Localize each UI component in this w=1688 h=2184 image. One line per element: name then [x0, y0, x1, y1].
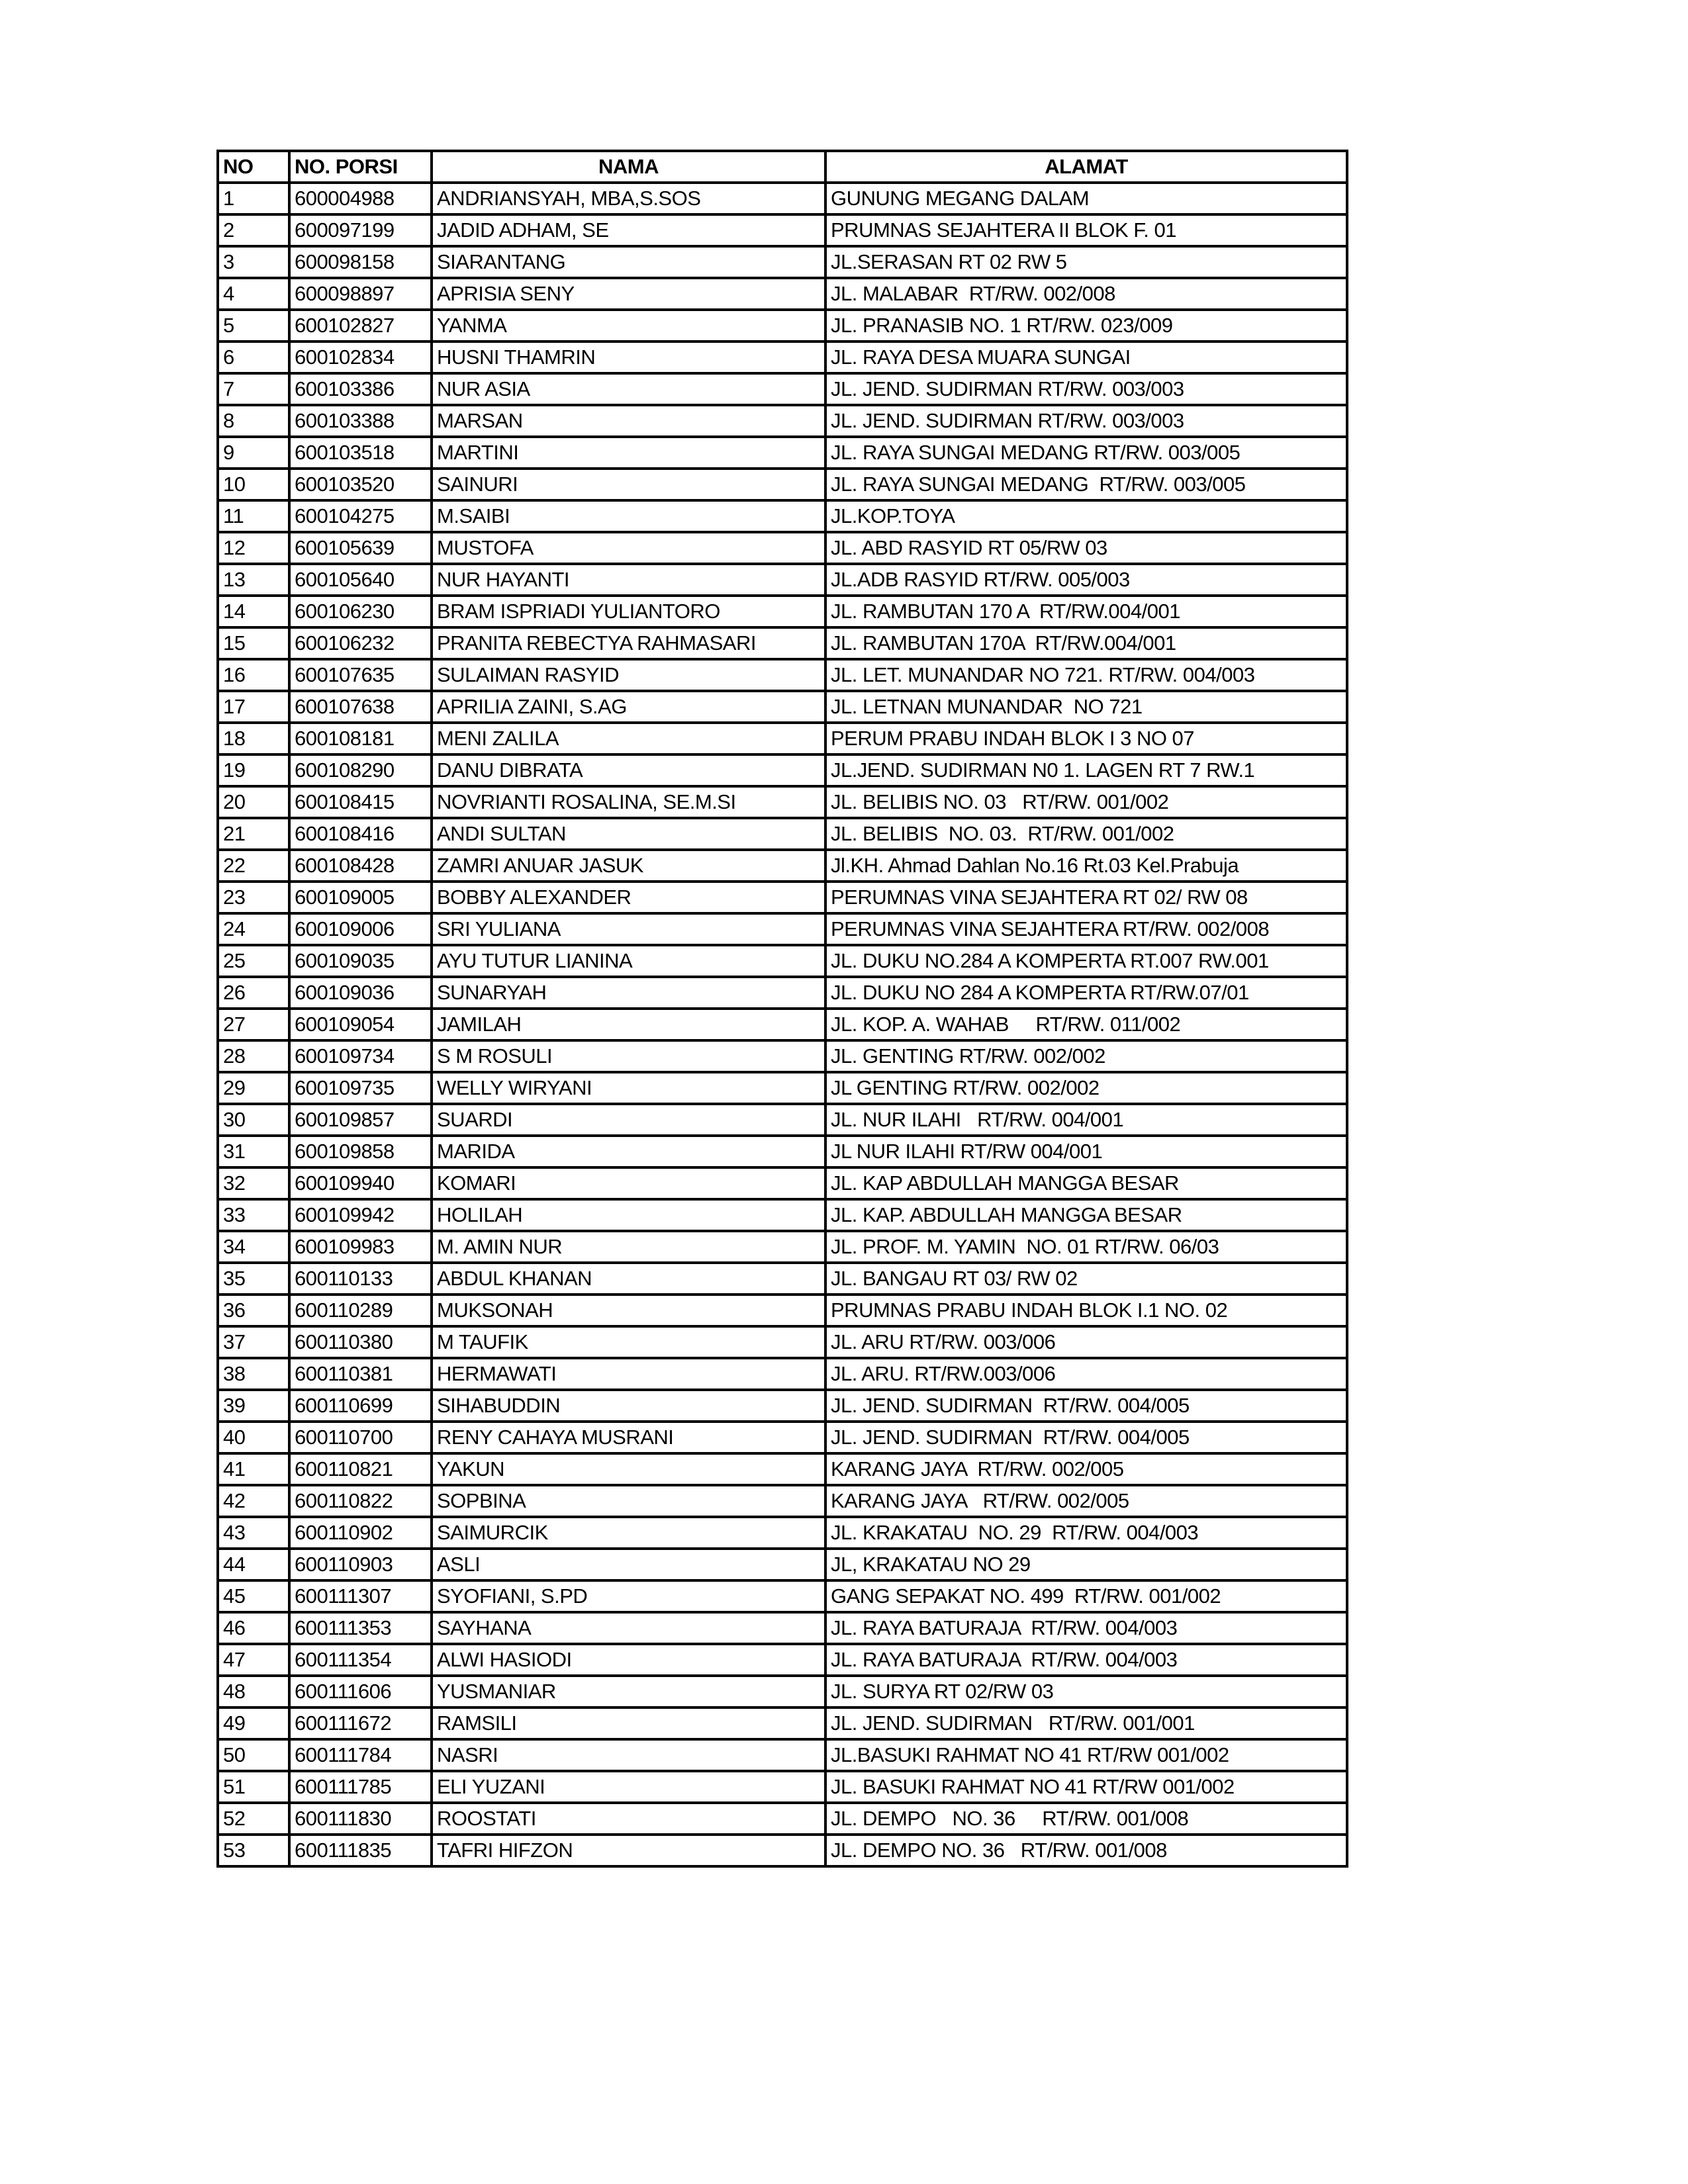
cell-no-porsi: 600106232 — [289, 627, 432, 659]
cell-no: 50 — [218, 1739, 289, 1771]
cell-no-porsi: 600110700 — [289, 1422, 432, 1453]
cell-no: 27 — [218, 1009, 289, 1040]
header-nama: NAMA — [432, 151, 825, 183]
cell-no-porsi: 600109942 — [289, 1199, 432, 1231]
cell-no-porsi: 600110902 — [289, 1517, 432, 1549]
cell-no: 14 — [218, 596, 289, 627]
cell-no-porsi: 600104275 — [289, 500, 432, 532]
cell-nama: DANU DIBRATA — [432, 754, 825, 786]
cell-no: 42 — [218, 1485, 289, 1517]
cell-no: 45 — [218, 1580, 289, 1612]
cell-no-porsi: 600103520 — [289, 469, 432, 500]
table-row — [218, 278, 1347, 310]
header-alamat: ALAMAT — [825, 151, 1347, 183]
cell-no-porsi: 600108416 — [289, 818, 432, 850]
cell-nama: MARTINI — [432, 437, 825, 469]
cell-nama: SOPBINA — [432, 1485, 825, 1517]
cell-nama: SUNARYAH — [432, 977, 825, 1009]
cell-no: 33 — [218, 1199, 289, 1231]
cell-alamat: JL. DEMPO NO. 36 RT/RW. 001/008 — [825, 1803, 1347, 1835]
cell-nama: JAMILAH — [432, 1009, 825, 1040]
cell-no-porsi: 600110821 — [289, 1453, 432, 1485]
header-no-porsi: NO. PORSI — [289, 151, 432, 183]
table-row — [218, 945, 1347, 977]
cell-nama: SIHABUDDIN — [432, 1390, 825, 1422]
cell-alamat: JL. KRAKATAU NO. 29 RT/RW. 004/003 — [825, 1517, 1347, 1549]
cell-nama: SAINURI — [432, 469, 825, 500]
cell-alamat: JL NUR ILAHI RT/RW 004/001 — [825, 1136, 1347, 1167]
cell-alamat: PERUMNAS VINA SEJAHTERA RT 02/ RW 08 — [825, 882, 1347, 913]
table-row — [218, 564, 1347, 596]
cell-no-porsi: 600109983 — [289, 1231, 432, 1263]
table-body — [218, 183, 1347, 1866]
cell-no-porsi: 600108415 — [289, 786, 432, 818]
cell-nama: HUSNI THAMRIN — [432, 341, 825, 373]
cell-no-porsi: 600111606 — [289, 1676, 432, 1707]
cell-alamat: JL. RAYA SUNGAI MEDANG RT/RW. 003/005 — [825, 437, 1347, 469]
cell-no: 18 — [218, 723, 289, 754]
cell-nama: SIARANTANG — [432, 246, 825, 278]
cell-no: 22 — [218, 850, 289, 882]
table-row — [218, 818, 1347, 850]
cell-no: 29 — [218, 1072, 289, 1104]
cell-no: 48 — [218, 1676, 289, 1707]
cell-no-porsi: 600110822 — [289, 1485, 432, 1517]
cell-no-porsi: 600098897 — [289, 278, 432, 310]
cell-alamat: JL. BELIBIS NO. 03. RT/RW. 001/002 — [825, 818, 1347, 850]
cell-no-porsi: 600110903 — [289, 1549, 432, 1580]
table-row — [218, 596, 1347, 627]
table-row — [218, 882, 1347, 913]
cell-alamat: KARANG JAYA RT/RW. 002/005 — [825, 1485, 1347, 1517]
pilgrim-list-table — [216, 150, 1348, 1868]
cell-nama: SAIMURCIK — [432, 1517, 825, 1549]
cell-alamat: JL. RAMBUTAN 170A RT/RW.004/001 — [825, 627, 1347, 659]
cell-no: 17 — [218, 691, 289, 723]
cell-no-porsi: 600111785 — [289, 1771, 432, 1803]
table-row — [218, 1485, 1347, 1517]
cell-nama: SRI YULIANA — [432, 913, 825, 945]
cell-alamat: PRUMNAS PRABU INDAH BLOK I.1 NO. 02 — [825, 1295, 1347, 1326]
cell-alamat: JL. RAYA BATURAJA RT/RW. 004/003 — [825, 1644, 1347, 1676]
cell-no: 30 — [218, 1104, 289, 1136]
cell-nama: NUR HAYANTI — [432, 564, 825, 596]
table-row — [218, 1009, 1347, 1040]
cell-alamat: JL.BASUKI RAHMAT NO 41 RT/RW 001/002 — [825, 1739, 1347, 1771]
cell-no: 46 — [218, 1612, 289, 1644]
cell-no-porsi: 600105639 — [289, 532, 432, 564]
cell-nama: NOVRIANTI ROSALINA, SE.M.SI — [432, 786, 825, 818]
table-row — [218, 469, 1347, 500]
table-row — [218, 1231, 1347, 1263]
cell-alamat: JL. DUKU NO.284 A KOMPERTA RT.007 RW.001 — [825, 945, 1347, 977]
table-row — [218, 532, 1347, 564]
cell-no: 31 — [218, 1136, 289, 1167]
cell-no: 16 — [218, 659, 289, 691]
table-row — [218, 437, 1347, 469]
table-row — [218, 659, 1347, 691]
table-row — [218, 1326, 1347, 1358]
cell-alamat: JL. NUR ILAHI RT/RW. 004/001 — [825, 1104, 1347, 1136]
cell-nama: AYU TUTUR LIANINA — [432, 945, 825, 977]
cell-no: 47 — [218, 1644, 289, 1676]
cell-no-porsi: 600103388 — [289, 405, 432, 437]
cell-nama: BOBBY ALEXANDER — [432, 882, 825, 913]
cell-no-porsi: 600107635 — [289, 659, 432, 691]
cell-alamat: GUNUNG MEGANG DALAM — [825, 183, 1347, 214]
cell-nama: NASRI — [432, 1739, 825, 1771]
cell-no-porsi: 600102834 — [289, 341, 432, 373]
cell-no: 28 — [218, 1040, 289, 1072]
cell-nama: ROOSTATI — [432, 1803, 825, 1835]
cell-alamat: JL. KOP. A. WAHAB RT/RW. 011/002 — [825, 1009, 1347, 1040]
cell-no: 25 — [218, 945, 289, 977]
cell-alamat: JL. GENTING RT/RW. 002/002 — [825, 1040, 1347, 1072]
cell-alamat: JL. RAYA BATURAJA RT/RW. 004/003 — [825, 1612, 1347, 1644]
cell-nama: YUSMANIAR — [432, 1676, 825, 1707]
cell-no: 35 — [218, 1263, 289, 1295]
cell-no: 34 — [218, 1231, 289, 1263]
cell-nama: PRANITA REBECTYA RAHMASARI — [432, 627, 825, 659]
cell-alamat: JL. RAYA DESA MUARA SUNGAI — [825, 341, 1347, 373]
cell-alamat: JL.SERASAN RT 02 RW 5 — [825, 246, 1347, 278]
table-row — [218, 246, 1347, 278]
cell-no: 21 — [218, 818, 289, 850]
cell-nama: SUARDI — [432, 1104, 825, 1136]
cell-alamat: JL. DUKU NO 284 A KOMPERTA RT/RW.07/01 — [825, 977, 1347, 1009]
cell-nama: ABDUL KHANAN — [432, 1263, 825, 1295]
cell-alamat: Jl.KH. Ahmad Dahlan No.16 Rt.03 Kel.Prabuja — [825, 850, 1347, 882]
cell-no: 52 — [218, 1803, 289, 1835]
cell-no-porsi: 600111307 — [289, 1580, 432, 1612]
cell-no: 37 — [218, 1326, 289, 1358]
cell-alamat: GANG SEPAKAT NO. 499 RT/RW. 001/002 — [825, 1580, 1347, 1612]
table-row — [218, 1358, 1347, 1390]
cell-no: 53 — [218, 1835, 289, 1866]
table-row — [218, 341, 1347, 373]
table-row — [218, 1739, 1347, 1771]
cell-alamat: JL.JEND. SUDIRMAN N0 1. LAGEN RT 7 RW.1 — [825, 754, 1347, 786]
cell-no-porsi: 600109858 — [289, 1136, 432, 1167]
cell-nama: ALWI HASIODI — [432, 1644, 825, 1676]
cell-no: 8 — [218, 405, 289, 437]
cell-alamat: JL. RAMBUTAN 170 A RT/RW.004/001 — [825, 596, 1347, 627]
cell-no: 32 — [218, 1167, 289, 1199]
cell-alamat: JL. ABD RASYID RT 05/RW 03 — [825, 532, 1347, 564]
cell-no-porsi: 600109734 — [289, 1040, 432, 1072]
cell-nama: MUKSONAH — [432, 1295, 825, 1326]
cell-nama: S M ROSULI — [432, 1040, 825, 1072]
table-row — [218, 977, 1347, 1009]
table-row — [218, 373, 1347, 405]
cell-alamat: JL. PROF. M. YAMIN NO. 01 RT/RW. 06/03 — [825, 1231, 1347, 1263]
cell-no: 6 — [218, 341, 289, 373]
cell-no: 51 — [218, 1771, 289, 1803]
cell-alamat: PRUMNAS SEJAHTERA II BLOK F. 01 — [825, 214, 1347, 246]
cell-alamat: JL.ADB RASYID RT/RW. 005/003 — [825, 564, 1347, 596]
cell-no-porsi: 600111672 — [289, 1707, 432, 1739]
table-row — [218, 405, 1347, 437]
table-row — [218, 1390, 1347, 1422]
cell-no: 15 — [218, 627, 289, 659]
cell-no: 38 — [218, 1358, 289, 1390]
cell-nama: SULAIMAN RASYID — [432, 659, 825, 691]
cell-nama: APRISIA SENY — [432, 278, 825, 310]
cell-no: 13 — [218, 564, 289, 596]
cell-no: 23 — [218, 882, 289, 913]
cell-alamat: PERUMNAS VINA SEJAHTERA RT/RW. 002/008 — [825, 913, 1347, 945]
cell-alamat: JL. PRANASIB NO. 1 RT/RW. 023/009 — [825, 310, 1347, 341]
cell-alamat: JL. JEND. SUDIRMAN RT/RW. 004/005 — [825, 1390, 1347, 1422]
cell-nama: KOMARI — [432, 1167, 825, 1199]
table-row — [218, 1136, 1347, 1167]
cell-no-porsi: 600108181 — [289, 723, 432, 754]
cell-alamat: JL. BELIBIS NO. 03 RT/RW. 001/002 — [825, 786, 1347, 818]
cell-nama: APRILIA ZAINI, S.AG — [432, 691, 825, 723]
cell-nama: RENY CAHAYA MUSRANI — [432, 1422, 825, 1453]
cell-no-porsi: 600111835 — [289, 1835, 432, 1866]
cell-alamat: JL. JEND. SUDIRMAN RT/RW. 003/003 — [825, 373, 1347, 405]
cell-alamat: JL. DEMPO NO. 36 RT/RW. 001/008 — [825, 1835, 1347, 1866]
cell-no-porsi: 600106230 — [289, 596, 432, 627]
cell-alamat: JL. MALABAR RT/RW. 002/008 — [825, 278, 1347, 310]
cell-no: 1 — [218, 183, 289, 214]
cell-no-porsi: 600110380 — [289, 1326, 432, 1358]
table-row — [218, 1072, 1347, 1104]
cell-nama: HOLILAH — [432, 1199, 825, 1231]
cell-nama: RAMSILI — [432, 1707, 825, 1739]
cell-no-porsi: 600110289 — [289, 1295, 432, 1326]
table-row — [218, 1803, 1347, 1835]
cell-no-porsi: 600109035 — [289, 945, 432, 977]
cell-alamat: JL. JEND. SUDIRMAN RT/RW. 003/003 — [825, 405, 1347, 437]
cell-nama: NUR ASIA — [432, 373, 825, 405]
header-no: NO — [218, 151, 289, 183]
cell-no-porsi: 600109735 — [289, 1072, 432, 1104]
cell-nama: JADID ADHAM, SE — [432, 214, 825, 246]
cell-no-porsi: 600103518 — [289, 437, 432, 469]
cell-no-porsi: 600098158 — [289, 246, 432, 278]
cell-nama: HERMAWATI — [432, 1358, 825, 1390]
cell-no: 7 — [218, 373, 289, 405]
cell-nama: MUSTOFA — [432, 532, 825, 564]
cell-nama: MARSAN — [432, 405, 825, 437]
table-row — [218, 214, 1347, 246]
table-row — [218, 627, 1347, 659]
cell-no: 11 — [218, 500, 289, 532]
table-row — [218, 691, 1347, 723]
cell-no-porsi: 600108290 — [289, 754, 432, 786]
cell-alamat: JL. BANGAU RT 03/ RW 02 — [825, 1263, 1347, 1295]
cell-no: 36 — [218, 1295, 289, 1326]
cell-no: 12 — [218, 532, 289, 564]
cell-alamat: KARANG JAYA RT/RW. 002/005 — [825, 1453, 1347, 1485]
table-row — [218, 1580, 1347, 1612]
cell-no-porsi: 600111354 — [289, 1644, 432, 1676]
cell-no-porsi: 600109857 — [289, 1104, 432, 1136]
header-row — [218, 151, 1347, 183]
cell-nama: ANDRIANSYAH, MBA,S.SOS — [432, 183, 825, 214]
table-row — [218, 1771, 1347, 1803]
cell-no-porsi: 600111784 — [289, 1739, 432, 1771]
cell-nama: TAFRI HIFZON — [432, 1835, 825, 1866]
cell-no-porsi: 600109005 — [289, 882, 432, 913]
cell-no: 41 — [218, 1453, 289, 1485]
cell-no-porsi: 600004988 — [289, 183, 432, 214]
cell-no-porsi: 600108428 — [289, 850, 432, 882]
table-row — [218, 1199, 1347, 1231]
cell-no: 19 — [218, 754, 289, 786]
cell-alamat: JL. RAYA SUNGAI MEDANG RT/RW. 003/005 — [825, 469, 1347, 500]
cell-nama: ELI YUZANI — [432, 1771, 825, 1803]
cell-nama: ASLI — [432, 1549, 825, 1580]
cell-no-porsi: 600103386 — [289, 373, 432, 405]
cell-no-porsi: 600109036 — [289, 977, 432, 1009]
cell-no: 3 — [218, 246, 289, 278]
cell-no: 20 — [218, 786, 289, 818]
table-row — [218, 1040, 1347, 1072]
cell-no: 49 — [218, 1707, 289, 1739]
cell-alamat: JL GENTING RT/RW. 002/002 — [825, 1072, 1347, 1104]
cell-alamat: JL. BASUKI RAHMAT NO 41 RT/RW 001/002 — [825, 1771, 1347, 1803]
table-row — [218, 183, 1347, 214]
cell-nama: SAYHANA — [432, 1612, 825, 1644]
table-row — [218, 1835, 1347, 1866]
cell-nama: BRAM ISPRIADI YULIANTORO — [432, 596, 825, 627]
cell-alamat: JL. KAP ABDULLAH MANGGA BESAR — [825, 1167, 1347, 1199]
cell-alamat: JL. ARU. RT/RW.003/006 — [825, 1358, 1347, 1390]
table-row — [218, 1453, 1347, 1485]
cell-nama: ANDI SULTAN — [432, 818, 825, 850]
cell-nama: M. AMIN NUR — [432, 1231, 825, 1263]
cell-nama: WELLY WIRYANI — [432, 1072, 825, 1104]
table-row — [218, 1295, 1347, 1326]
table-row — [218, 1104, 1347, 1136]
cell-no: 9 — [218, 437, 289, 469]
table-row — [218, 913, 1347, 945]
cell-nama: ZAMRI ANUAR JASUK — [432, 850, 825, 882]
table-row — [218, 786, 1347, 818]
cell-alamat: JL. LETNAN MUNANDAR NO 721 — [825, 691, 1347, 723]
cell-nama: SYOFIANI, S.PD — [432, 1580, 825, 1612]
table-row — [218, 1644, 1347, 1676]
cell-nama: YANMA — [432, 310, 825, 341]
cell-no-porsi: 600110699 — [289, 1390, 432, 1422]
cell-alamat: JL.KOP.TOYA — [825, 500, 1347, 532]
cell-no: 40 — [218, 1422, 289, 1453]
cell-no-porsi: 600111830 — [289, 1803, 432, 1835]
cell-no: 4 — [218, 278, 289, 310]
cell-alamat: JL. KAP. ABDULLAH MANGGA BESAR — [825, 1199, 1347, 1231]
table-row — [218, 1167, 1347, 1199]
cell-no-porsi: 600105640 — [289, 564, 432, 596]
cell-no: 44 — [218, 1549, 289, 1580]
cell-alamat: PERUM PRABU INDAH BLOK I 3 NO 07 — [825, 723, 1347, 754]
cell-no-porsi: 600110133 — [289, 1263, 432, 1295]
cell-nama: MARIDA — [432, 1136, 825, 1167]
cell-nama: YAKUN — [432, 1453, 825, 1485]
cell-no: 43 — [218, 1517, 289, 1549]
table-row — [218, 310, 1347, 341]
cell-no: 39 — [218, 1390, 289, 1422]
cell-alamat: JL. SURYA RT 02/RW 03 — [825, 1676, 1347, 1707]
table-row — [218, 1422, 1347, 1453]
table-row — [218, 1517, 1347, 1549]
table-row — [218, 1549, 1347, 1580]
cell-no-porsi: 600110381 — [289, 1358, 432, 1390]
cell-nama: M TAUFIK — [432, 1326, 825, 1358]
cell-no-porsi: 600107638 — [289, 691, 432, 723]
table-row — [218, 754, 1347, 786]
cell-no-porsi: 600109054 — [289, 1009, 432, 1040]
cell-no: 5 — [218, 310, 289, 341]
cell-no-porsi: 600109940 — [289, 1167, 432, 1199]
cell-nama: M.SAIBI — [432, 500, 825, 532]
cell-no-porsi: 600109006 — [289, 913, 432, 945]
cell-no-porsi: 600097199 — [289, 214, 432, 246]
cell-alamat: JL. ARU RT/RW. 003/006 — [825, 1326, 1347, 1358]
cell-no-porsi: 600102827 — [289, 310, 432, 341]
table-row — [218, 500, 1347, 532]
cell-no: 24 — [218, 913, 289, 945]
table-row — [218, 1707, 1347, 1739]
cell-no: 26 — [218, 977, 289, 1009]
table-row — [218, 1676, 1347, 1707]
cell-nama: MENI ZALILA — [432, 723, 825, 754]
cell-no: 10 — [218, 469, 289, 500]
cell-alamat: JL. JEND. SUDIRMAN RT/RW. 004/005 — [825, 1422, 1347, 1453]
table-row — [218, 723, 1347, 754]
table-row — [218, 850, 1347, 882]
cell-no: 2 — [218, 214, 289, 246]
cell-alamat: JL, KRAKATAU NO 29 — [825, 1549, 1347, 1580]
cell-alamat: JL. JEND. SUDIRMAN RT/RW. 001/001 — [825, 1707, 1347, 1739]
table-row — [218, 1612, 1347, 1644]
cell-alamat: JL. LET. MUNANDAR NO 721. RT/RW. 004/003 — [825, 659, 1347, 691]
cell-no-porsi: 600111353 — [289, 1612, 432, 1644]
table-row — [218, 1263, 1347, 1295]
